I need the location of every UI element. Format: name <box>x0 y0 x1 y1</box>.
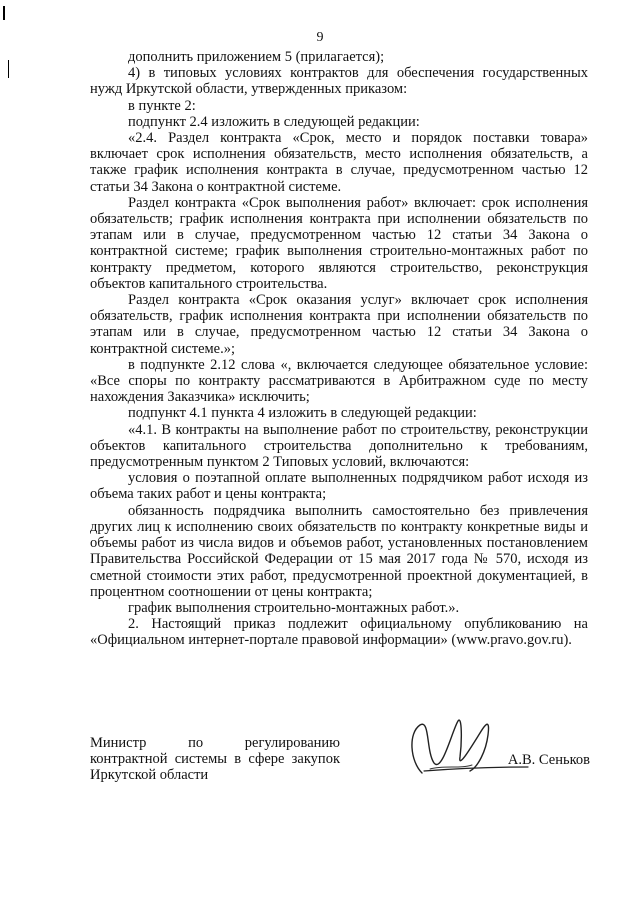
signer-title-line: контрактной системы в сфере закупок <box>90 751 340 767</box>
paragraph: дополнить приложением 5 (прилагается); <box>128 49 385 65</box>
paragraph: «4.1. В контракты на выполнение работ по строительству, реконструкции объектов капитального строительства дополнительно к требованиям, предусмотренным пунктом 2 Типовых условий, включаются: <box>90 421 588 471</box>
signer-name: А.В. Сеньков <box>507 752 590 768</box>
document-body <box>90 49 588 649</box>
paragraph: условия о поэтапной оплате выполненных подрядчиком работ исходя из объема таких работ и цены контракта; <box>90 470 588 503</box>
scan-edge-mark <box>3 6 5 20</box>
paragraph: 2. Настоящий приказ подлежит официальному опубликованию на «Официальном интернет-портале правовой информации» (www.pravo.gov.ru). <box>90 616 588 649</box>
paragraph: 4) в типовых условиях контрактов для обеспечения государственных нужд Иркутской области, утвержденных приказом: <box>90 65 588 98</box>
paragraph: подпункт 4.1 пункта 4 изложить в следующей редакции: <box>128 405 477 422</box>
paragraph: Раздел контракта «Срок оказания услуг» включает срок исполнения обязательств, график исполнения контракта при исполнении обязательств по этапам или в случае, предусмотренном частью 12 статьи 34 Закона о контрактной системе.»; <box>90 292 588 357</box>
page-number: 9 <box>316 30 324 45</box>
paragraph: подпункт 2.4 изложить в следующей редакции: <box>128 113 420 130</box>
paragraph: обязанность подрядчика выполнить самостоятельно без привлечения других лиц к исполнению своих обязательств по контракту конкретные виды и объемы работ из числа видов и объемов работ, установленных постановлением Правительства Российской Федерации от 15 мая 2017 года № 570, исходя из сметной стоимости этих работ, предусмотренной проектной документацией, в процентном соотношении от цены контракта; <box>90 502 588 600</box>
paragraph: в пункте 2: <box>128 97 196 114</box>
paragraph: в подпункте 2.12 слова «, включается следующее обязательное условие: «Все споры по контракту рассматриваются в Арбитражном суде по месту нахождения Заказчика» исключить; <box>90 356 588 406</box>
signer-title <box>90 735 340 783</box>
paragraph: график выполнения строительно-монтажных работ.». <box>128 599 460 616</box>
scan-edge-mark <box>8 60 9 78</box>
signature-block <box>90 735 590 795</box>
signer-title-line: Министр по регулированию <box>90 735 340 751</box>
paragraph: Раздел контракта «Срок выполнения работ» включает: срок исполнения обязательств; график исполнения контракта при исполнении обязательств по этапам или в случае, предусмотренном частью 12 статьи 34 Закона о контрактной системе; график выполнения строительно-монтажных работ по контракту предметом, которого являются строительство, реконструкция объектов капитального строительства. <box>90 194 588 292</box>
paragraph: «2.4. Раздел контракта «Срок, место и порядок поставки товара» включает срок исполнения обязательств, место исполнения обязательств, а также график исполнения контракта в случае, предусмотренном частью 12 статьи 34 Закона о контрактной системе. <box>90 130 588 195</box>
handwritten-signature <box>400 711 530 781</box>
signer-title-line: Иркутской области <box>90 767 209 783</box>
